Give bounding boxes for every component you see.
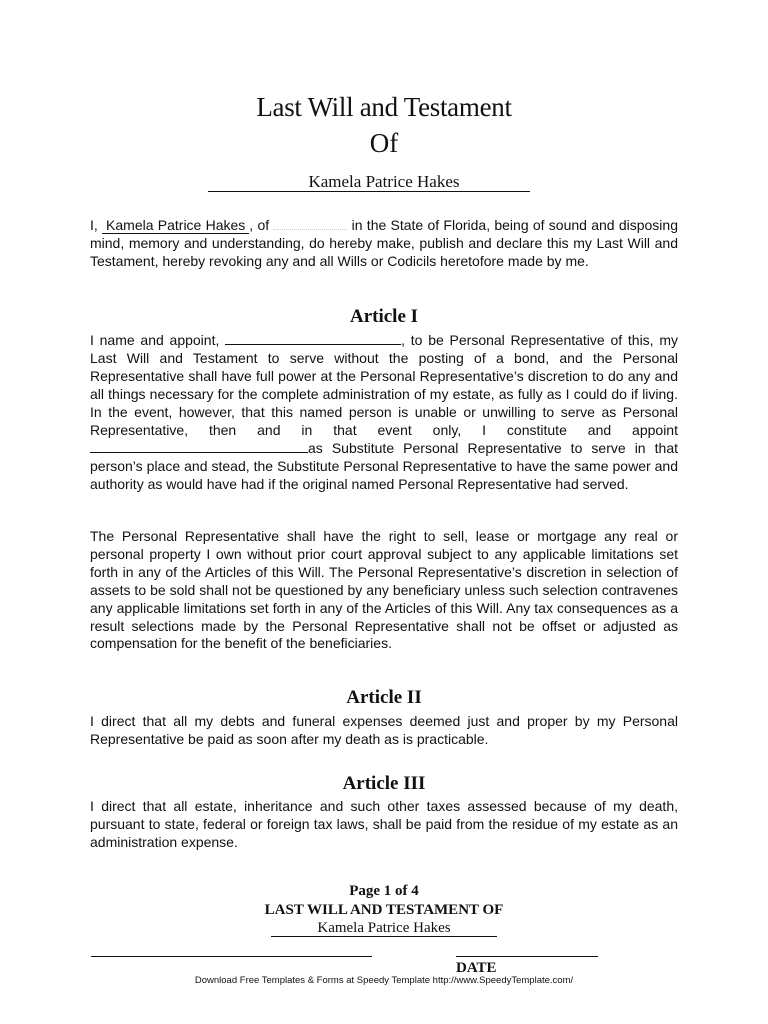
article-1-paragraph-1 bbox=[90, 331, 678, 494]
footer-name-field[interactable]: Kamela Patrice Hakes bbox=[271, 920, 496, 937]
footer-will-title: LAST WILL AND TESTAMENT OF bbox=[264, 902, 504, 918]
footer-testator-name bbox=[0, 920, 768, 937]
intro-body: in the State of Florida, being of sound and disposing mind, memory and understanding, do hereby make, publish and declare this my Last Will and Testament, hereby revoking any and all Wills or Codicils heretofore made by me. bbox=[90, 217, 678, 269]
title-underline bbox=[208, 191, 530, 192]
article-1-text-c: as Substitute Personal Representative to serve in that person’s place and stead, the Substitute Personal Representative to have the same power and authority as would have had if the original named Personal Representative had served. bbox=[90, 440, 678, 493]
signature-line[interactable] bbox=[91, 956, 372, 957]
personal-representative-blank[interactable] bbox=[225, 331, 401, 345]
article-1-paragraph-2: The Personal Representative shall have the right to sell, lease or mortgage any real or personal property I own without prior court approval subject to any applicable limitations set forth in any of the Articles of this Will. The Personal Representative’s discretion in selection of assets to be sold shall not be questioned by any beneficiary unless such selection contravenes any applicable limitations set forth in any of the Articles of this Will. Any tax consequences as a result selections made by the Personal Representative shall not be offset or adjusted as compensation for the benefit of the beneficiaries. bbox=[90, 528, 678, 652]
date-line[interactable] bbox=[456, 956, 598, 957]
location-field[interactable] bbox=[273, 216, 347, 230]
article-1-text-a: I name and appoint, bbox=[90, 332, 226, 348]
document-title: Last Will and Testament bbox=[256, 92, 512, 122]
article-2-paragraph: I direct that all my debts and funeral expenses deemed just and proper by my Personal Representative be paid as soon after my death as is practicable. bbox=[90, 713, 678, 747]
intro-of: , of bbox=[249, 217, 274, 233]
testator-name-field[interactable]: Kamela Patrice Hakes bbox=[308, 172, 460, 191]
article-1-text-b: , to be Personal Representative of this, my Last Will and Testament to serve without the posting of a bond, and the Personal Representative shall have full power at the Personal Representative’s discretion to do any and all things necessary for the complete administration of my estate, as fully as I could do if living. In the event, however, that this named person is unable or unwilling to serve as Personal Representative, then and in that event only, I constitute and appoint bbox=[90, 332, 678, 438]
name-field[interactable]: Kamela Patrice Hakes bbox=[102, 217, 249, 234]
document-title-of: Of bbox=[369, 128, 399, 158]
download-note: Download Free Templates & Forms at Speedy Template http://www.SpeedyTemplate.com/ bbox=[194, 975, 574, 986]
substitute-representative-blank[interactable] bbox=[90, 439, 308, 453]
article-2-heading: Article II bbox=[346, 687, 422, 708]
article-3-paragraph: I direct that all estate, inheritance and such other taxes assessed because of my death, pursuant to state, federal or foreign tax laws, shall be paid from the residue of my estate as an administration expense. bbox=[90, 798, 678, 850]
intro-prefix: I, bbox=[90, 217, 103, 233]
page-number: Page 1 of 4 bbox=[349, 883, 419, 899]
intro-paragraph bbox=[90, 216, 678, 271]
article-3-heading: Article III bbox=[342, 773, 426, 794]
date-label: DATE bbox=[456, 960, 497, 976]
article-1-heading: Article I bbox=[349, 306, 419, 327]
